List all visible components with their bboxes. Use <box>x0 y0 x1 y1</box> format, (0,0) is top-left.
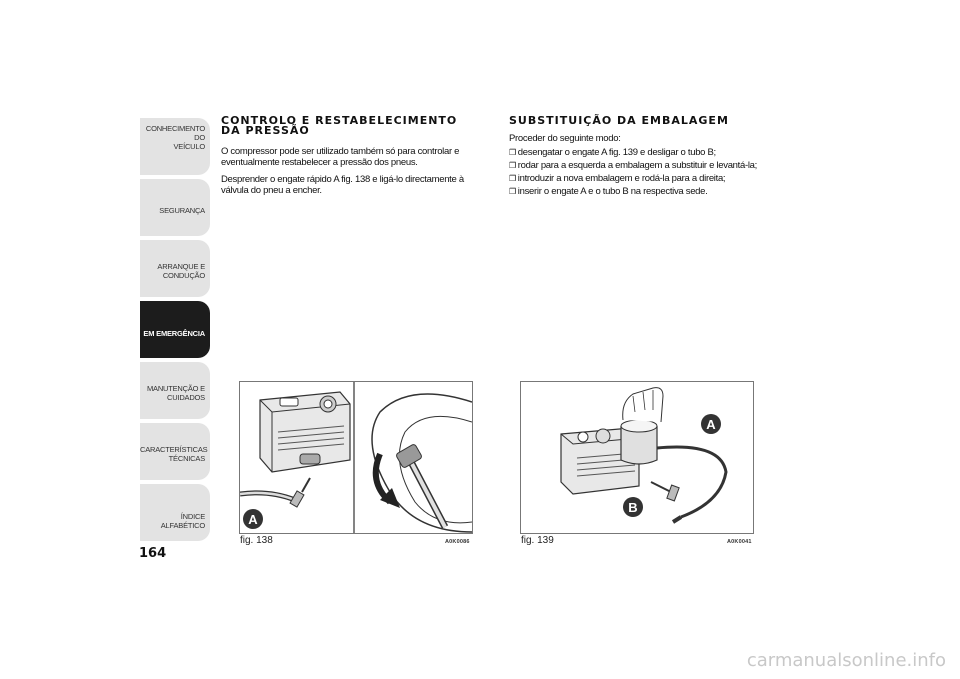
figure-caption: fig. 139 <box>521 535 554 546</box>
paragraph: Desprender o engate rápido A fig. 138 e ligá-lo directamente à válvula do pneu a encher. <box>221 174 464 196</box>
marker-a-label: A <box>248 512 258 527</box>
bullet-item: ❒ inserir o engate A e o tubo B na respectiva sede. <box>509 186 769 197</box>
tab-caracteristicas-tecnicas[interactable] <box>140 423 210 480</box>
marker-b-label: B <box>628 500 638 515</box>
figure-code: A0K0086 <box>445 539 470 545</box>
marker-a-label: A <box>706 417 716 432</box>
section-title-substituicao: SUBSTITUIÇÃO DA EMBALAGEM <box>509 114 729 127</box>
figure-138 <box>239 381 473 534</box>
figure-code: A0K0041 <box>727 539 752 545</box>
section-title-controlo: CONTROLO E RESTABELECIMENTO DA PRESSÃO <box>221 114 458 137</box>
paragraph: O compressor pode ser utilizado também só para controlar e eventualmente restabelecer a pressão dos pneus. <box>221 146 460 168</box>
tab-label: SEGURANÇA <box>159 206 205 215</box>
tab-conhecimento-do-veiculo[interactable] <box>140 118 210 175</box>
tab-manutencao-e-cuidados[interactable] <box>140 362 210 419</box>
tab-arranque-e-conducao[interactable] <box>140 240 210 297</box>
bullet-item: ❒ rodar para a esquerda a embalagem a substituir e levantá-la; <box>509 160 769 171</box>
compressor-illustration <box>240 382 472 533</box>
bullet-item: ❒ introduzir a nova embalagem e rodá-la para a direita; <box>509 173 769 184</box>
figure-caption: fig. 138 <box>240 535 273 546</box>
compressor-cartridge-illustration <box>521 382 753 533</box>
tab-label: CARACTERÍSTICAS TÉCNICAS <box>140 445 208 463</box>
tab-label: MANUTENÇÃO E CUIDADOS <box>146 384 205 402</box>
tab-seguranca[interactable] <box>140 179 210 236</box>
tab-indice-alfabetico[interactable] <box>140 484 210 541</box>
page-number: 164 <box>139 546 167 561</box>
intro-text: Proceder do seguinte modo: <box>509 133 621 144</box>
tab-label: ARRANQUE E CONDUÇÃO <box>157 262 205 280</box>
tab-label: EM EMERGÊNCIA <box>143 329 205 338</box>
bullet-item: ❒ desengatar o engate A fig. 139 e desligar o tubo B; <box>509 147 769 158</box>
watermark: carmanualsonline.info <box>746 650 946 671</box>
tab-em-emergencia[interactable] <box>140 301 210 358</box>
figure-139 <box>520 381 754 534</box>
tab-label: ÍNDICE ALFABÉTICO <box>160 512 205 530</box>
tab-label: CONHECIMENTO DO VEÍCULO <box>145 124 205 151</box>
